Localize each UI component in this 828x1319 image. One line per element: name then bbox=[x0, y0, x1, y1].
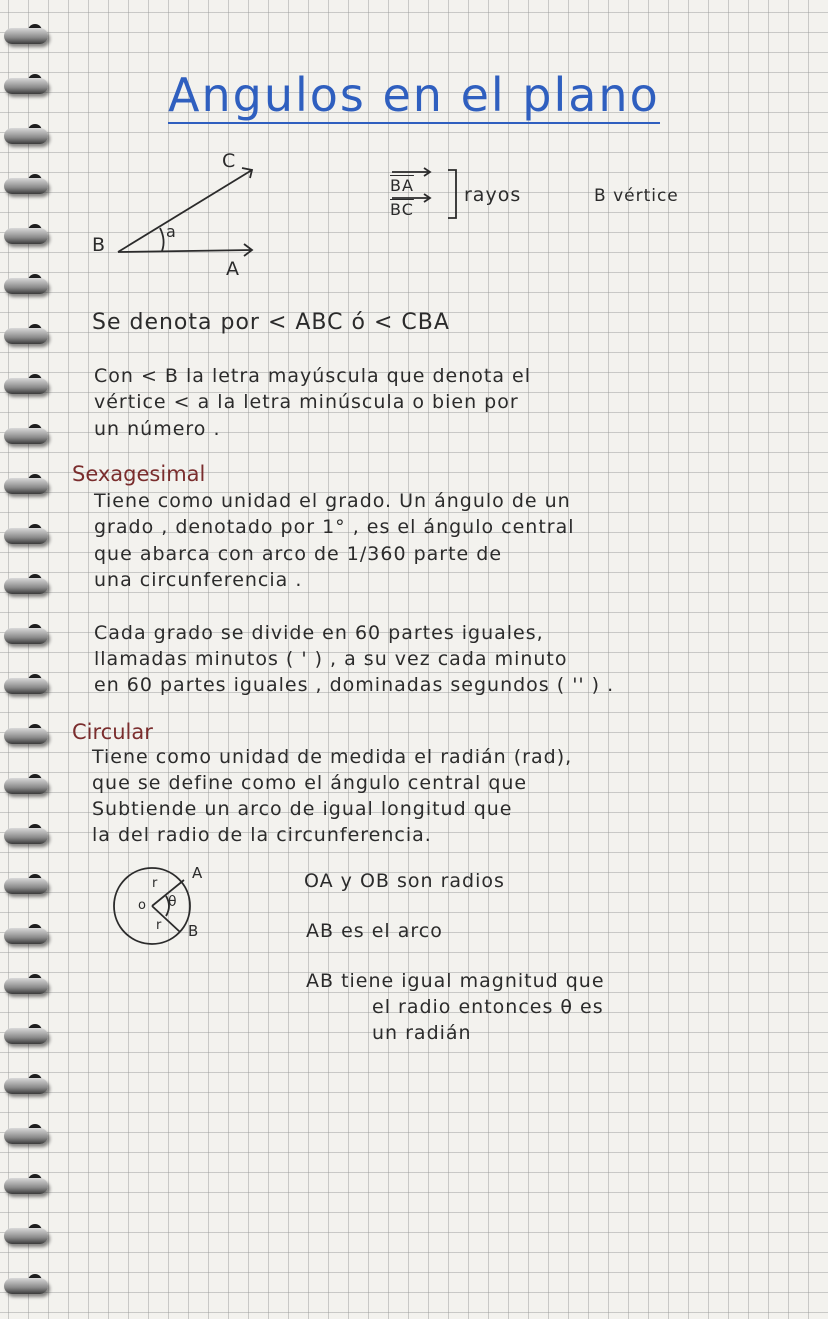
vertex-label-b: B bbox=[92, 234, 107, 256]
binding-ring bbox=[4, 328, 48, 344]
paragraph-line: Con < B la letra mayúscula que denota el bbox=[94, 365, 532, 387]
section-heading-circular: Circular bbox=[72, 720, 153, 744]
binding-ring bbox=[4, 1278, 48, 1294]
paragraph-line: la del radio de la circunferencia. bbox=[92, 824, 432, 846]
binding-ring bbox=[4, 528, 48, 544]
ray-ba: $\overline{BA}$ bbox=[390, 176, 414, 195]
angle-label-a: a bbox=[166, 222, 177, 241]
paragraph-line: una circunferencia . bbox=[94, 569, 303, 591]
binding-ring bbox=[4, 878, 48, 894]
page-title: Angulos en el plano bbox=[168, 68, 660, 122]
angle-diagram bbox=[100, 150, 270, 280]
paragraph-line: llamadas minutos ( ' ) , a su vez cada minuto bbox=[94, 648, 568, 670]
binding-ring bbox=[4, 1228, 48, 1244]
binding-ring bbox=[4, 678, 48, 694]
binding-ring bbox=[4, 728, 48, 744]
binding-ring bbox=[4, 1128, 48, 1144]
binding-ring bbox=[4, 1028, 48, 1044]
note-magnitud: un radián bbox=[372, 1022, 472, 1044]
paragraph-line: grado , denotado por 1° , es el ángulo central bbox=[94, 516, 575, 538]
binding-ring bbox=[4, 178, 48, 194]
paragraph-line: que se define como el ángulo central que bbox=[92, 772, 528, 794]
circle-label-b: B bbox=[188, 922, 200, 940]
side-label-c: C bbox=[222, 150, 237, 172]
spiral-binding bbox=[0, 0, 60, 1319]
circle-label-r: r bbox=[152, 876, 159, 891]
circle-label-o: o bbox=[138, 898, 147, 913]
binding-ring bbox=[4, 578, 48, 594]
binding-ring bbox=[4, 778, 48, 794]
paragraph-line: Tiene como unidad el grado. Un ángulo de un bbox=[94, 490, 571, 512]
binding-ring bbox=[4, 978, 48, 994]
note-radios: OA y OB son radios bbox=[304, 870, 505, 892]
note-magnitud: AB tiene igual magnitud que bbox=[306, 970, 605, 992]
binding-ring bbox=[4, 378, 48, 394]
paragraph-line: vértice < a la letra minúscula o bien por bbox=[94, 391, 519, 413]
binding-ring bbox=[4, 828, 48, 844]
binding-ring bbox=[4, 278, 48, 294]
circle-label-theta: θ bbox=[168, 894, 178, 910]
binding-ring bbox=[4, 478, 48, 494]
binding-ring bbox=[4, 228, 48, 244]
circle-label-a: A bbox=[192, 864, 204, 882]
binding-ring bbox=[4, 28, 48, 44]
binding-ring bbox=[4, 1178, 48, 1194]
rays-bracket bbox=[386, 166, 466, 226]
rays-label: rayos bbox=[464, 184, 522, 206]
paragraph-line: un número . bbox=[94, 418, 221, 440]
vertex-note: B vértice bbox=[594, 186, 679, 206]
side-label-a: A bbox=[226, 258, 240, 280]
binding-ring bbox=[4, 128, 48, 144]
circle-label-r: r bbox=[156, 918, 163, 933]
ray-bc: $\overline{BC}$ bbox=[390, 200, 414, 219]
binding-ring bbox=[4, 628, 48, 644]
paragraph-line: Cada grado se divide en 60 partes iguales, bbox=[94, 622, 544, 644]
binding-ring bbox=[4, 428, 48, 444]
paragraph-line: Subtiende un arco de igual longitud que bbox=[92, 798, 513, 820]
paragraph-line: Tiene como unidad de medida el radián (rad), bbox=[92, 746, 573, 768]
section-heading-sexagesimal: Sexagesimal bbox=[72, 462, 206, 486]
paragraph-line: en 60 partes iguales , dominadas segundos ( '' ) . bbox=[94, 674, 615, 696]
denote-line: Se denota por < ABC ó < CBA bbox=[92, 310, 450, 335]
note-arco: AB es el arco bbox=[306, 920, 443, 942]
binding-ring bbox=[4, 928, 48, 944]
binding-ring bbox=[4, 78, 48, 94]
note-magnitud: el radio entonces θ es bbox=[372, 996, 604, 1018]
radian-circle-diagram bbox=[110, 860, 200, 950]
paragraph-line: que abarca con arco de 1/360 parte de bbox=[94, 543, 503, 565]
binding-ring bbox=[4, 1078, 48, 1094]
